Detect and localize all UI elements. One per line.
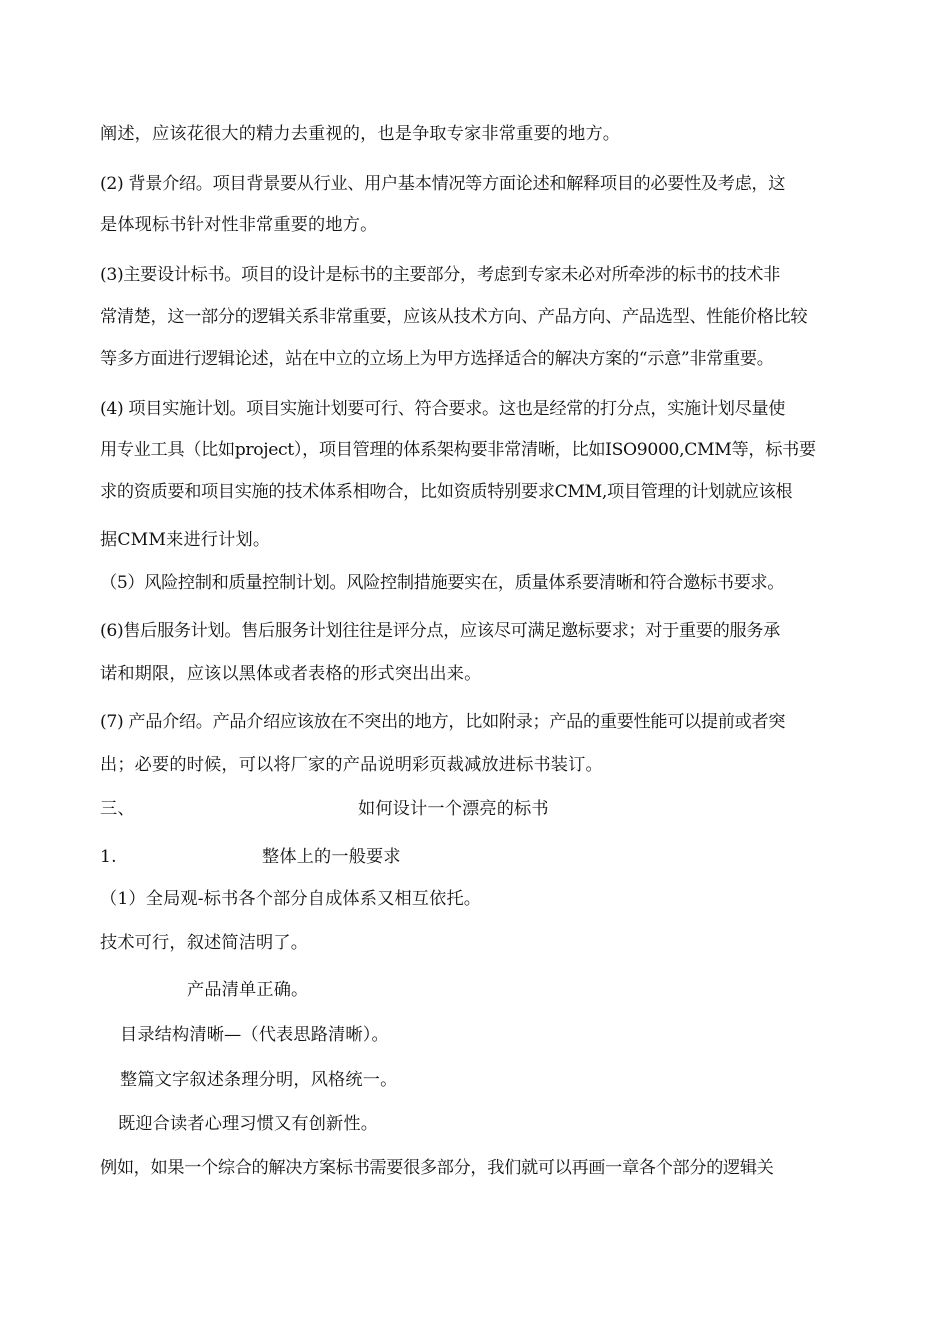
list-item: 整篇文字叙述条理分明，风格统一。 [120, 1070, 398, 1090]
paragraph-line: (6)售后服务计划。售后服务计划往往是评分点，应该尽可满足邀标要求；对于重要的服务承 [100, 621, 780, 641]
paragraph-line: 出；必要的时候，可以将厂家的产品说明彩页裁减放进标书装订。 [100, 755, 603, 775]
paragraph-line: 等多方面进行逻辑论述，站在中立的立场上为甲方选择适合的解决方案的“示意”非常重要。 [100, 349, 774, 369]
paragraph-line: 例如，如果一个综合的解决方案标书需要很多部分，我们就可以再画一章各个部分的逻辑关 [100, 1158, 774, 1178]
list-item: （1）全局观-标书各个部分自成体系又相互依托。 [100, 889, 482, 909]
section-title: 如何设计一个漂亮的标书 [358, 799, 549, 819]
paragraph-line: 诺和期限，应该以黑体或者表格的形式突出出来。 [100, 664, 482, 684]
list-item: 目录结构清晰—（代表思路清晰）。 [120, 1025, 389, 1045]
paragraph-line: 据CMM来进行计划。 [100, 530, 271, 550]
paragraph-line: 用专业工具（比如project），项目管理的体系架构要非常清晰，比如ISO9000,CMM等，标书要 [100, 440, 816, 460]
paragraph-line: 求的资质要和项目实施的技术体系相吻合，比如资质特别要求CMM,项目管理的计划就应该根 [100, 482, 793, 502]
paragraph-line: 阐述，应该花很大的精力去重视的，也是争取专家非常重要的地方。 [100, 124, 621, 144]
paragraph-line: (4) 项目实施计划。项目实施计划要可行、符合要求。这也是经常的打分点，实施计划尽量使 [100, 399, 786, 419]
paragraph-line: (7) 产品介绍。产品介绍应该放在不突出的地方，比如附录；产品的重要性能可以提前或者突 [100, 712, 786, 732]
section-number: 三、 [100, 799, 135, 819]
paragraph-line: (2) 背景介绍。项目背景要从行业、用户基本情况等方面论述和解释项目的必要性及考虑，这 [100, 174, 786, 194]
paragraph-line: (3)主要设计标书。项目的设计是标书的主要部分，考虑到专家未必对所牵涉的标书的技术非 [100, 265, 780, 285]
subsection-number: 1. [100, 847, 117, 867]
subsection-title: 整体上的一般要求 [262, 847, 401, 867]
paragraph-line: 常清楚，这一部分的逻辑关系非常重要，应该从技术方向、产品方向、产品选型、性能价格比较 [100, 307, 808, 327]
list-item: 既迎合读者心理习惯又有创新性。 [118, 1114, 379, 1134]
paragraph-line: （5）风险控制和质量控制计划。风险控制措施要实在，质量体系要清晰和符合邀标书要求。 [100, 573, 785, 593]
paragraph-line: 是体现标书针对性非常重要的地方。 [100, 215, 378, 235]
list-item: 产品清单正确。 [187, 980, 309, 1000]
list-item: 技术可行，叙述简洁明了。 [100, 933, 309, 953]
